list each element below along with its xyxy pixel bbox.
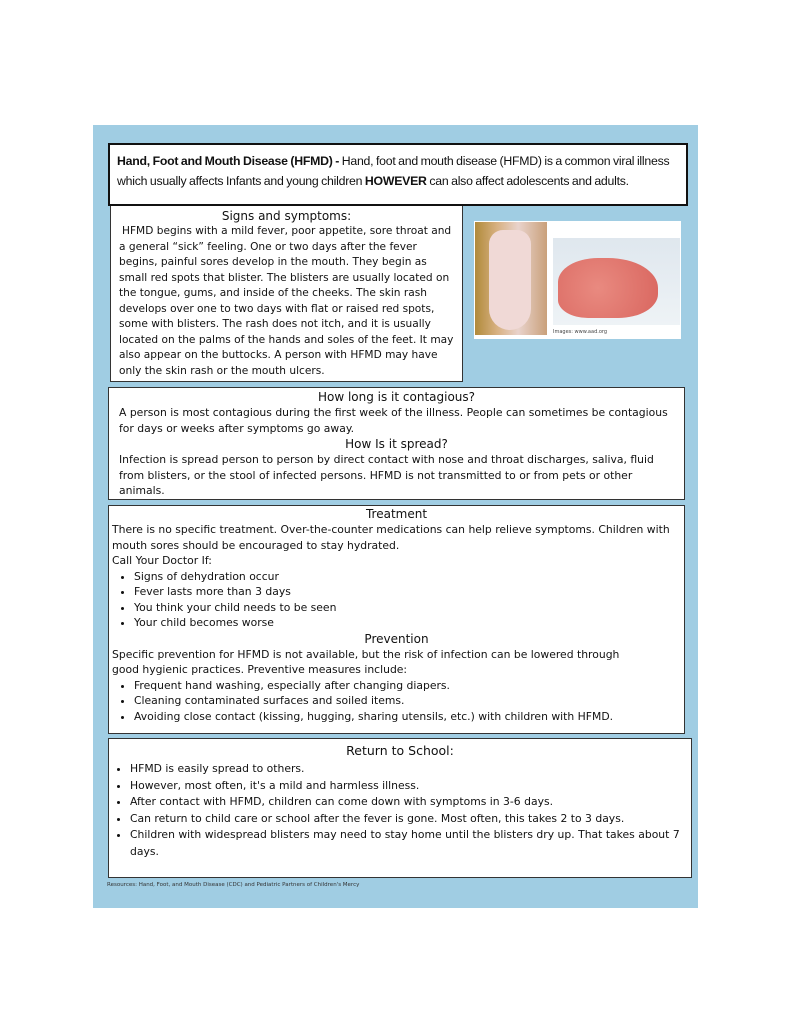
return-title: Return to School: xyxy=(346,743,454,758)
list-item: • However, most often, it's a mild and harmless illness. xyxy=(130,778,688,795)
image-caption: Images: www.aad.org xyxy=(553,329,608,335)
intro-emphasis: HOWEVER xyxy=(364,174,427,188)
call-doctor-list xyxy=(112,569,681,631)
return-list xyxy=(112,761,688,860)
list-item: • Your child becomes worse xyxy=(134,615,681,631)
list-item: • Frequent hand washing, especially after changing diapers. xyxy=(134,678,681,694)
list-item: • Fever lasts more than 3 days xyxy=(134,584,681,600)
list-item: • You think your child needs to be seen xyxy=(134,600,681,616)
spread-title: How Is it spread? xyxy=(345,437,448,451)
flyer-panel xyxy=(93,125,698,908)
call-doctor-label: Call Your Doctor If: xyxy=(112,554,212,567)
contagious-title: How long is it contagious? xyxy=(317,390,476,404)
prevention-text: Specific prevention for HFMD is not available, but the risk of infection can be lowered through good hygienic practices. Preventive measures include: xyxy=(112,647,620,676)
page-title: Hand, Foot and Mouth Disease (HFMD) - xyxy=(117,154,340,168)
treatment-text: There is no specific treatment. Over-the-counter medications can help relieve symptoms. Children with mouth sores should be encouraged to stay hydrated. xyxy=(112,523,670,552)
intro-text: Hand, foot and mouth disease (HFMD) is a common viral illness which usually affects Infants and young children xyxy=(117,154,670,188)
prevention-list xyxy=(112,678,681,725)
signs-title: Signs and symptoms: xyxy=(221,209,352,223)
spread-text: Infection is spread person to person by direct contact with nose and throat discharges, saliva, fluid from blisters, or the stool of infected persons. HFMD is not transmitted to or from pets or other animals. xyxy=(119,453,654,497)
prevention-title: Prevention xyxy=(364,631,429,646)
intro-text-end: can also affect adolescents and adults. xyxy=(429,174,629,188)
list-item: • After contact with HFMD, children can come down with symptoms in 3-6 days. xyxy=(130,794,688,811)
list-item: • HFMD is easily spread to others. xyxy=(130,761,688,778)
list-item: • Cleaning contaminated surfaces and soiled items. xyxy=(134,693,681,709)
list-item: • Avoiding close contact (kissing, hugging, sharing utensils, etc.) with children with HFMD. xyxy=(134,709,681,725)
header-box xyxy=(108,143,688,206)
signs-text: HFMD begins with a mild fever, poor appetite, sore throat and a general “sick” feeling. One or two days after the fever begins, painful sores develop in the mouth. They begin as small red spots that blister. The blisters are usually located on the tongue, gums, and inside of the cheeks. The skin rash develops over one to two days with flat or raised red spots, some with blisters. The rash does not itch, and it is usually located on the palms of the hands and soles of the feet. It may also appear on the buttocks. A person with HFMD may have only the skin rash or the mouth ulcers. xyxy=(119,225,454,377)
rash-image xyxy=(474,221,681,339)
hand-photo xyxy=(553,238,680,325)
resources-note: Resources: Hand, Foot, and Mouth Disease (CDC) and Pediatric Partners of Children's Mercy xyxy=(107,882,360,888)
foot-photo xyxy=(475,222,547,335)
list-item: • Children with widespread blisters may need to stay home until the blisters dry up. That takes about 7 days. xyxy=(130,827,688,860)
list-item: • Can return to child care or school after the fever is gone. Most often, this takes 2 to 3 days. xyxy=(130,811,688,828)
contagious-section xyxy=(108,387,685,500)
list-item: • Signs of dehydration occur xyxy=(134,569,681,585)
treatment-section xyxy=(108,505,685,734)
contagious-text: A person is most contagious during the first week of the illness. People can sometimes be contagious for days or weeks after symptoms go away. xyxy=(119,406,668,435)
treatment-title: Treatment xyxy=(365,507,428,521)
return-section xyxy=(108,738,692,878)
signs-section xyxy=(110,205,463,382)
